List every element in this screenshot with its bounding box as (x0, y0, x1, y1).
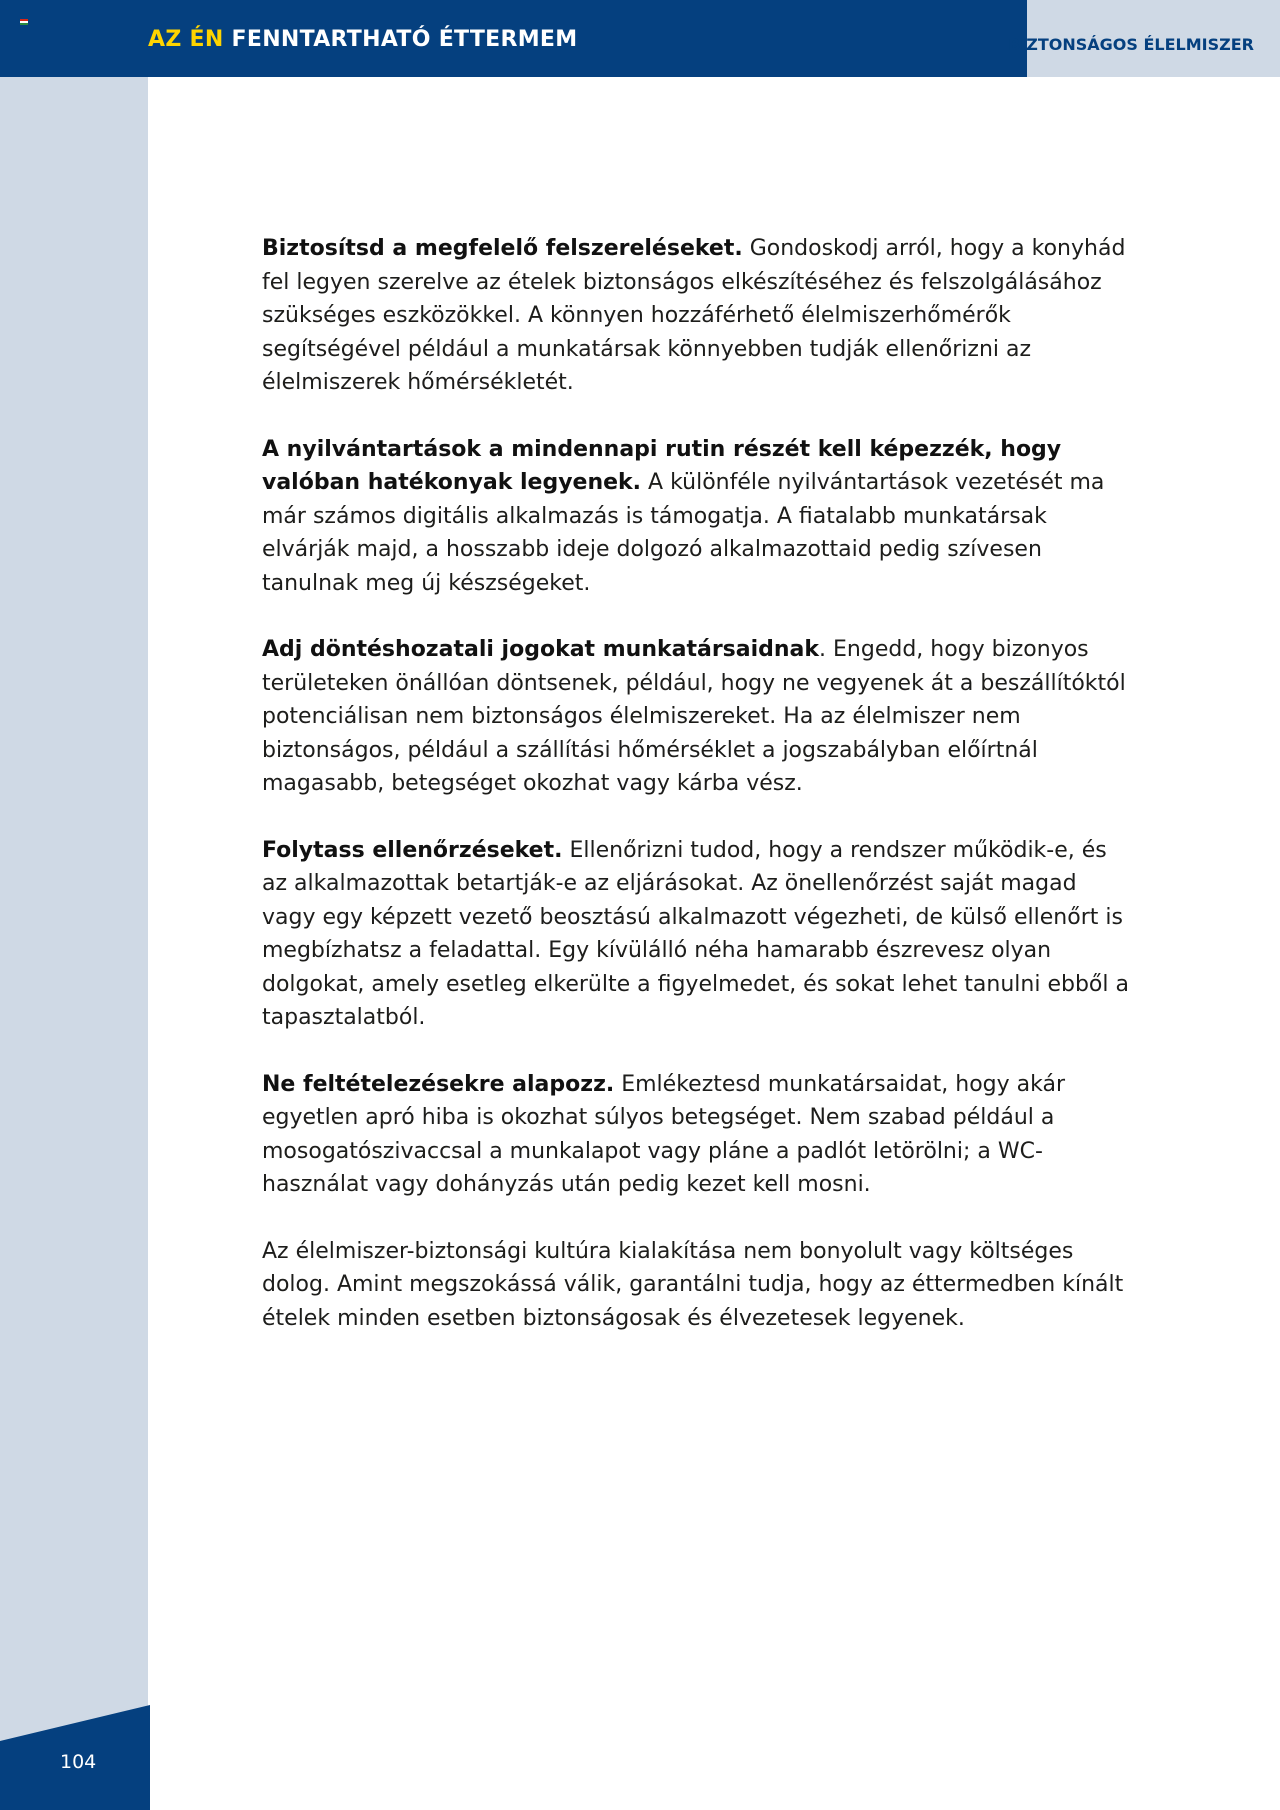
paragraph-text: Emlékeztesd munkatársaidat, hogy akár egyetlen apró hiba is okozhat súlyos betegséget. Nem szabad például a mosogatószivaccsal a munkalapot vagy pláne a padlót letörölni; a WC-használat vagy dohányzás után pedig kezet kell mosni. (262, 1071, 1065, 1197)
paragraph-conclusion (262, 1235, 1130, 1336)
paragraph-text: A különféle nyilvántartások vezetését ma már számos digitális alkalmazás is támogatja. A fiatalabb munkatársak elvárják majd, a hosszabb ideje dolgozó alkalmazottaid pedig szívesen tanulnak meg új készségeket. (262, 470, 1105, 596)
paragraph-inspections (262, 834, 1130, 1035)
paragraph-text: Ellenőrizni tudod, hogy a rendszer működik-e, és az alkalmazottak betartják-e az eljárásokat. Az önellenőrzést saját magad vagy egy képzett vezető beosztású alkalmazott végezheti, de külső ellenőrt is megbízhatsz a feladattal. Egy kívülálló néha hamarabb észrevesz olyan dolgokat, amely esetleg elkerülte a figyelmedet, és sokat lehet tanulni ebből a tapasztalatból. (262, 837, 1129, 1030)
paragraph-records (262, 433, 1130, 601)
title-rest: FENNTARTHATÓ ÉTTERMEM (223, 27, 578, 52)
title-accent: AZ ÉN (148, 27, 224, 52)
body-text (262, 232, 1130, 1368)
publication-title (148, 27, 577, 52)
paragraph-lead: Biztosítsd a megfelelő felszereléseket. (262, 236, 743, 261)
paragraph-text: Gondoskodj arról, hogy a konyhád fel legyen szerelve az ételek biztonságos elkészítéséhez és felszolgálásához szükséges eszközökkel. A könnyen hozzáférhető élelmiszerhőmérők segítségével például a munkatársak könnyebben tudják ellenőrizni az élelmiszerek hőmérsékletét. (262, 236, 1126, 395)
paragraph-assumptions (262, 1068, 1130, 1202)
flag-icon (20, 19, 28, 25)
side-band (0, 77, 148, 1810)
paragraph-lead: Ne feltételezésekre alapozz. (262, 1071, 615, 1097)
paragraph-text: . Engedd, hogy bizonyos területeken önállóan döntsenek, például, hogy ne vegyenek át a beszállítóktól potenciálisan nem biztonságos élelmiszereket. Ha az élelmiszer nem biztonságos, például a szállítási hőmérséklet a jogszabályban előírtnál magasabb, betegséget okozhat vagy kárba vész. (262, 637, 1126, 796)
paragraph-lead: Folytass ellenőrzéseket. (262, 837, 563, 863)
paragraph-decision-rights (262, 633, 1130, 801)
page-number: 104 (60, 1751, 97, 1773)
section-label: BIZTONSÁGOS ÉLELMISZER (1008, 35, 1254, 54)
paragraph-equipment (262, 232, 1130, 400)
paragraph-lead: Adj döntéshozatali jogokat munkatársaidnak (262, 637, 820, 662)
section-tab (1008, 0, 1280, 77)
paragraph-text: Az élelmiszer-biztonsági kultúra kialakítása nem bonyolult vagy költséges dolog. Amint megszokássá válik, garantálni tudja, hogy az éttermedben kínált ételek minden esetben biztonságosak és élvezetesek legyenek. (262, 1238, 1124, 1331)
paragraph-lead: A nyilvántartások a mindennapi rutin részét kell képezzék, hogy valóban hatékonyak legyenek. (262, 436, 1062, 495)
header-bar (0, 0, 1027, 77)
